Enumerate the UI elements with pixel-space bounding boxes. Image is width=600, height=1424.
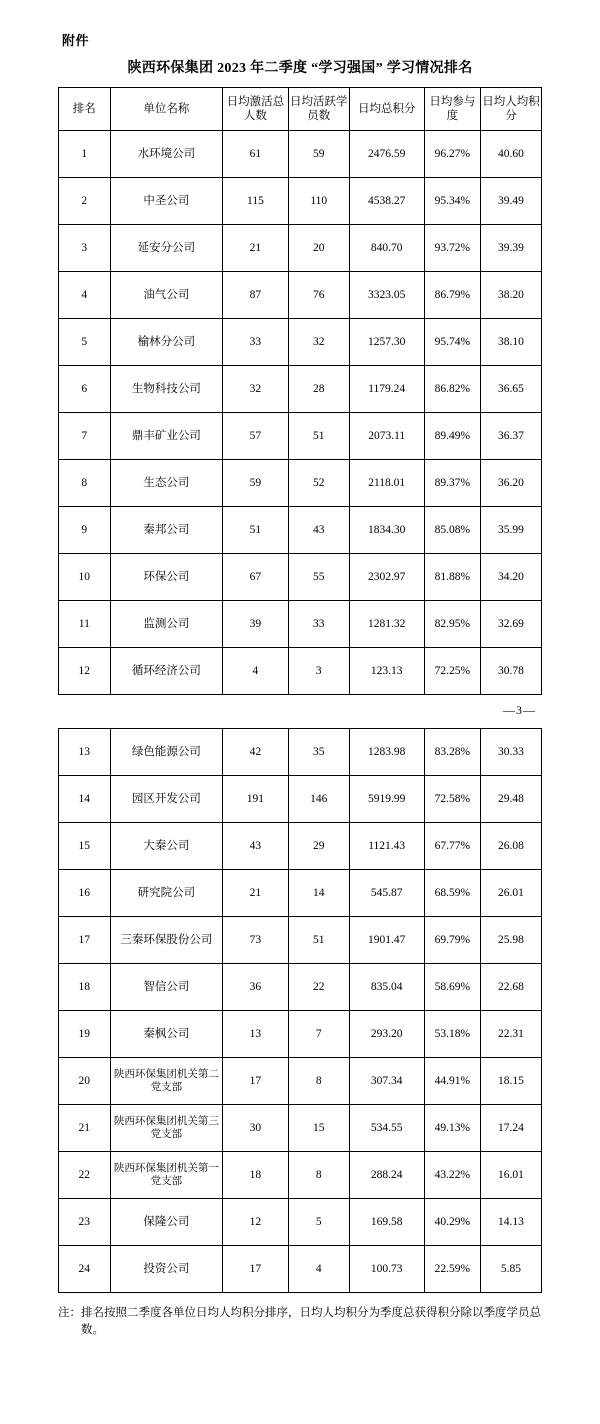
cell-avg-points: 38.10 xyxy=(480,319,541,366)
footnote xyxy=(58,1305,542,1340)
cell-activated: 67 xyxy=(223,554,289,601)
cell-active: 76 xyxy=(288,272,349,319)
cell-rank: 24 xyxy=(59,1246,111,1293)
cell-total-points: 545.87 xyxy=(349,870,424,917)
cell-rank: 20 xyxy=(59,1058,111,1105)
page-number: —3— xyxy=(503,703,536,717)
cell-active: 33 xyxy=(288,601,349,648)
column-header-active: 日均活跃学员数 xyxy=(288,88,349,131)
cell-unit-name: 中圣公司 xyxy=(110,178,223,225)
cell-unit-name: 三秦环保股份公司 xyxy=(110,917,223,964)
cell-avg-points: 14.13 xyxy=(480,1199,541,1246)
cell-unit-name: 生态公司 xyxy=(110,460,223,507)
cell-participation: 44.91% xyxy=(424,1058,480,1105)
table-header-row xyxy=(59,88,542,131)
cell-active: 3 xyxy=(288,648,349,695)
table-row xyxy=(59,776,542,823)
cell-avg-points: 22.31 xyxy=(480,1011,541,1058)
cell-total-points: 2476.59 xyxy=(349,131,424,178)
table-row xyxy=(59,1246,542,1293)
cell-total-points: 1179.24 xyxy=(349,366,424,413)
cell-avg-points: 36.20 xyxy=(480,460,541,507)
cell-activated: 13 xyxy=(223,1011,289,1058)
cell-total-points: 1257.30 xyxy=(349,319,424,366)
cell-participation: 93.72% xyxy=(424,225,480,272)
cell-unit-name: 监测公司 xyxy=(110,601,223,648)
cell-total-points: 840.70 xyxy=(349,225,424,272)
cell-participation: 58.69% xyxy=(424,964,480,1011)
cell-unit-name: 大秦公司 xyxy=(110,823,223,870)
cell-active: 51 xyxy=(288,917,349,964)
cell-rank: 21 xyxy=(59,1105,111,1152)
cell-rank: 12 xyxy=(59,648,111,695)
cell-unit-name: 研究院公司 xyxy=(110,870,223,917)
cell-active: 8 xyxy=(288,1058,349,1105)
cell-total-points: 169.58 xyxy=(349,1199,424,1246)
cell-participation: 95.74% xyxy=(424,319,480,366)
cell-participation: 82.95% xyxy=(424,601,480,648)
cell-rank: 9 xyxy=(59,507,111,554)
cell-unit-name: 陕西环保集团机关第三党支部 xyxy=(110,1105,223,1152)
cell-total-points: 288.24 xyxy=(349,1152,424,1199)
table-row xyxy=(59,225,542,272)
cell-participation: 96.27% xyxy=(424,131,480,178)
cell-total-points: 4538.27 xyxy=(349,178,424,225)
table-row xyxy=(59,319,542,366)
cell-active: 5 xyxy=(288,1199,349,1246)
cell-activated: 61 xyxy=(223,131,289,178)
cell-total-points: 2118.01 xyxy=(349,460,424,507)
cell-unit-name: 园区开发公司 xyxy=(110,776,223,823)
cell-activated: 32 xyxy=(223,366,289,413)
cell-activated: 4 xyxy=(223,648,289,695)
cell-participation: 89.49% xyxy=(424,413,480,460)
table-row xyxy=(59,272,542,319)
cell-avg-points: 29.48 xyxy=(480,776,541,823)
cell-participation: 72.58% xyxy=(424,776,480,823)
table-row xyxy=(59,823,542,870)
cell-unit-name: 环保公司 xyxy=(110,554,223,601)
cell-activated: 33 xyxy=(223,319,289,366)
column-header-activated: 日均激活总人数 xyxy=(223,88,289,131)
cell-rank: 23 xyxy=(59,1199,111,1246)
table-row xyxy=(59,178,542,225)
table-row xyxy=(59,1199,542,1246)
cell-avg-points: 25.98 xyxy=(480,917,541,964)
cell-active: 43 xyxy=(288,507,349,554)
table-row xyxy=(59,507,542,554)
cell-active: 146 xyxy=(288,776,349,823)
cell-avg-points: 30.78 xyxy=(480,648,541,695)
cell-unit-name: 投资公司 xyxy=(110,1246,223,1293)
table-row xyxy=(59,729,542,776)
cell-avg-points: 30.33 xyxy=(480,729,541,776)
cell-avg-points: 26.08 xyxy=(480,823,541,870)
cell-unit-name: 智信公司 xyxy=(110,964,223,1011)
cell-active: 32 xyxy=(288,319,349,366)
cell-active: 22 xyxy=(288,964,349,1011)
cell-participation: 83.28% xyxy=(424,729,480,776)
cell-active: 55 xyxy=(288,554,349,601)
cell-participation: 43.22% xyxy=(424,1152,480,1199)
cell-activated: 21 xyxy=(223,225,289,272)
cell-rank: 22 xyxy=(59,1152,111,1199)
cell-activated: 18 xyxy=(223,1152,289,1199)
cell-active: 20 xyxy=(288,225,349,272)
cell-avg-points: 40.60 xyxy=(480,131,541,178)
cell-rank: 14 xyxy=(59,776,111,823)
cell-activated: 87 xyxy=(223,272,289,319)
cell-avg-points: 32.69 xyxy=(480,601,541,648)
footnote-text: 排名按照二季度各单位日均人均积分排序，日均人均积分为季度总获得积分除以季度学员总数。 xyxy=(81,1307,541,1337)
column-header-total-points: 日均总积分 xyxy=(349,88,424,131)
cell-unit-name: 秦邦公司 xyxy=(110,507,223,554)
cell-total-points: 534.55 xyxy=(349,1105,424,1152)
cell-active: 15 xyxy=(288,1105,349,1152)
cell-participation: 72.25% xyxy=(424,648,480,695)
cell-rank: 7 xyxy=(59,413,111,460)
cell-unit-name: 保隆公司 xyxy=(110,1199,223,1246)
cell-avg-points: 39.49 xyxy=(480,178,541,225)
cell-participation: 53.18% xyxy=(424,1011,480,1058)
table-row xyxy=(59,131,542,178)
cell-active: 4 xyxy=(288,1246,349,1293)
cell-rank: 19 xyxy=(59,1011,111,1058)
column-header-unit: 单位名称 xyxy=(110,88,223,131)
attachment-label: 附件 xyxy=(62,33,90,48)
cell-active: 7 xyxy=(288,1011,349,1058)
table-row xyxy=(59,1011,542,1058)
cell-avg-points: 35.99 xyxy=(480,507,541,554)
cell-avg-points: 34.20 xyxy=(480,554,541,601)
table-row xyxy=(59,601,542,648)
cell-active: 110 xyxy=(288,178,349,225)
cell-active: 51 xyxy=(288,413,349,460)
table-row xyxy=(59,648,542,695)
cell-total-points: 293.20 xyxy=(349,1011,424,1058)
cell-rank: 17 xyxy=(59,917,111,964)
cell-unit-name: 鼎丰矿业公司 xyxy=(110,413,223,460)
cell-total-points: 1901.47 xyxy=(349,917,424,964)
cell-total-points: 5919.99 xyxy=(349,776,424,823)
cell-rank: 6 xyxy=(59,366,111,413)
table-row xyxy=(59,917,542,964)
cell-activated: 21 xyxy=(223,870,289,917)
cell-rank: 11 xyxy=(59,601,111,648)
cell-active: 52 xyxy=(288,460,349,507)
cell-participation: 68.59% xyxy=(424,870,480,917)
cell-total-points: 123.13 xyxy=(349,648,424,695)
cell-activated: 57 xyxy=(223,413,289,460)
cell-total-points: 307.34 xyxy=(349,1058,424,1105)
cell-total-points: 2302.97 xyxy=(349,554,424,601)
cell-activated: 30 xyxy=(223,1105,289,1152)
cell-activated: 42 xyxy=(223,729,289,776)
table-row xyxy=(59,1058,542,1105)
column-header-participation: 日均参与度 xyxy=(424,88,480,131)
cell-participation: 86.79% xyxy=(424,272,480,319)
table-row xyxy=(59,366,542,413)
column-header-rank: 排名 xyxy=(59,88,111,131)
cell-participation: 86.82% xyxy=(424,366,480,413)
cell-activated: 12 xyxy=(223,1199,289,1246)
cell-active: 14 xyxy=(288,870,349,917)
cell-activated: 191 xyxy=(223,776,289,823)
cell-total-points: 2073.11 xyxy=(349,413,424,460)
cell-active: 59 xyxy=(288,131,349,178)
cell-total-points: 1834.30 xyxy=(349,507,424,554)
cell-total-points: 3323.05 xyxy=(349,272,424,319)
cell-activated: 73 xyxy=(223,917,289,964)
table-row xyxy=(59,460,542,507)
cell-participation: 95.34% xyxy=(424,178,480,225)
cell-activated: 39 xyxy=(223,601,289,648)
cell-activated: 115 xyxy=(223,178,289,225)
cell-total-points: 1281.32 xyxy=(349,601,424,648)
table-row xyxy=(59,413,542,460)
cell-total-points: 100.73 xyxy=(349,1246,424,1293)
cell-participation: 85.08% xyxy=(424,507,480,554)
cell-rank: 4 xyxy=(59,272,111,319)
cell-activated: 36 xyxy=(223,964,289,1011)
cell-unit-name: 油气公司 xyxy=(110,272,223,319)
cell-avg-points: 22.68 xyxy=(480,964,541,1011)
cell-unit-name: 循环经济公司 xyxy=(110,648,223,695)
column-header-avg-points: 日均人均积分 xyxy=(480,88,541,131)
cell-avg-points: 18.15 xyxy=(480,1058,541,1105)
page-title: 陕西环保集团 2023 年二季度 “学习强国” 学习情况排名 xyxy=(127,61,473,76)
table-row xyxy=(59,1105,542,1152)
cell-total-points: 835.04 xyxy=(349,964,424,1011)
cell-avg-points: 39.39 xyxy=(480,225,541,272)
footnote-label: 注： xyxy=(58,1307,81,1319)
cell-participation: 89.37% xyxy=(424,460,480,507)
cell-total-points: 1121.43 xyxy=(349,823,424,870)
cell-avg-points: 36.65 xyxy=(480,366,541,413)
cell-activated: 17 xyxy=(223,1246,289,1293)
cell-activated: 17 xyxy=(223,1058,289,1105)
cell-activated: 43 xyxy=(223,823,289,870)
cell-participation: 49.13% xyxy=(424,1105,480,1152)
cell-active: 8 xyxy=(288,1152,349,1199)
cell-rank: 15 xyxy=(59,823,111,870)
ranking-table-part-1 xyxy=(58,87,542,695)
cell-avg-points: 36.37 xyxy=(480,413,541,460)
cell-rank: 3 xyxy=(59,225,111,272)
cell-activated: 51 xyxy=(223,507,289,554)
cell-rank: 2 xyxy=(59,178,111,225)
ranking-table-part-2 xyxy=(58,728,542,1293)
cell-rank: 16 xyxy=(59,870,111,917)
cell-participation: 81.88% xyxy=(424,554,480,601)
cell-active: 29 xyxy=(288,823,349,870)
table-row xyxy=(59,1152,542,1199)
table-row xyxy=(59,554,542,601)
cell-rank: 13 xyxy=(59,729,111,776)
cell-total-points: 1283.98 xyxy=(349,729,424,776)
cell-participation: 69.79% xyxy=(424,917,480,964)
cell-participation: 67.77% xyxy=(424,823,480,870)
cell-rank: 5 xyxy=(59,319,111,366)
cell-participation: 40.29% xyxy=(424,1199,480,1246)
table-row xyxy=(59,964,542,1011)
cell-participation: 22.59% xyxy=(424,1246,480,1293)
cell-unit-name: 陕西环保集团机关第一党支部 xyxy=(110,1152,223,1199)
cell-unit-name: 榆林分公司 xyxy=(110,319,223,366)
cell-active: 35 xyxy=(288,729,349,776)
cell-unit-name: 延安分公司 xyxy=(110,225,223,272)
cell-avg-points: 5.85 xyxy=(480,1246,541,1293)
cell-avg-points: 16.01 xyxy=(480,1152,541,1199)
cell-avg-points: 38.20 xyxy=(480,272,541,319)
cell-avg-points: 17.24 xyxy=(480,1105,541,1152)
table-row xyxy=(59,870,542,917)
cell-rank: 8 xyxy=(59,460,111,507)
cell-unit-name: 陕西环保集团机关第二党支部 xyxy=(110,1058,223,1105)
cell-rank: 18 xyxy=(59,964,111,1011)
cell-activated: 59 xyxy=(223,460,289,507)
cell-rank: 10 xyxy=(59,554,111,601)
cell-active: 28 xyxy=(288,366,349,413)
cell-unit-name: 生物科技公司 xyxy=(110,366,223,413)
cell-avg-points: 26.01 xyxy=(480,870,541,917)
cell-unit-name: 秦枫公司 xyxy=(110,1011,223,1058)
cell-unit-name: 绿色能源公司 xyxy=(110,729,223,776)
cell-rank: 1 xyxy=(59,131,111,178)
cell-unit-name: 水环境公司 xyxy=(110,131,223,178)
